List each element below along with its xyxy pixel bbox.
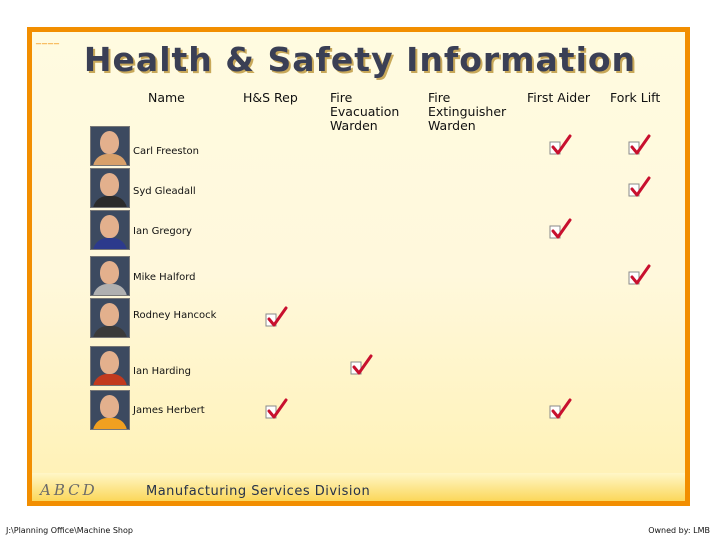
column-header-hs-rep: H&S Rep — [243, 90, 298, 105]
check-mark-icon — [628, 134, 652, 156]
person-photo — [90, 298, 130, 338]
person-photo — [90, 126, 130, 166]
column-header-fork-lift: Fork Lift — [610, 90, 661, 105]
person-name: Carl Freeston — [133, 146, 199, 157]
person-name: James Herbert — [133, 405, 205, 416]
column-header-fire-extinguisher-warden: Fire Extinguisher Warden — [428, 90, 507, 133]
abcd-logo-text: ABCD — [40, 481, 98, 499]
person-photo — [90, 390, 130, 430]
check-mark-icon — [350, 354, 374, 376]
column-header-fire-evacuation-warden: Fire Evacuation Warden — [330, 90, 400, 133]
file-path: J:\Planning Office\Machine Shop — [6, 526, 133, 535]
check-mark-icon — [549, 218, 573, 240]
person-photo — [90, 256, 130, 296]
person-name: Mike Halford — [133, 272, 196, 283]
person-photo — [90, 210, 130, 250]
person-name: Ian Harding — [133, 366, 191, 377]
check-mark-icon — [628, 264, 652, 286]
person-name: Rodney Hancock — [133, 310, 217, 321]
check-mark-icon — [265, 398, 289, 420]
column-header-name: Name — [148, 90, 185, 105]
check-mark-icon — [265, 306, 289, 328]
check-mark-icon — [628, 176, 652, 198]
person-name: Syd Gleadall — [133, 186, 196, 197]
check-mark-icon — [549, 398, 573, 420]
decor-dashes: ____ — [36, 34, 60, 45]
person-name: Ian Gregory — [133, 226, 192, 237]
division-name: Manufacturing Services Division — [146, 484, 371, 499]
person-photo — [90, 346, 130, 386]
owner-label: Owned by: LMB — [648, 526, 710, 535]
page-title: Health & Safety Information — [83, 40, 637, 79]
check-mark-icon — [549, 134, 573, 156]
person-photo — [90, 168, 130, 208]
column-header-first-aider: First Aider — [527, 90, 591, 105]
